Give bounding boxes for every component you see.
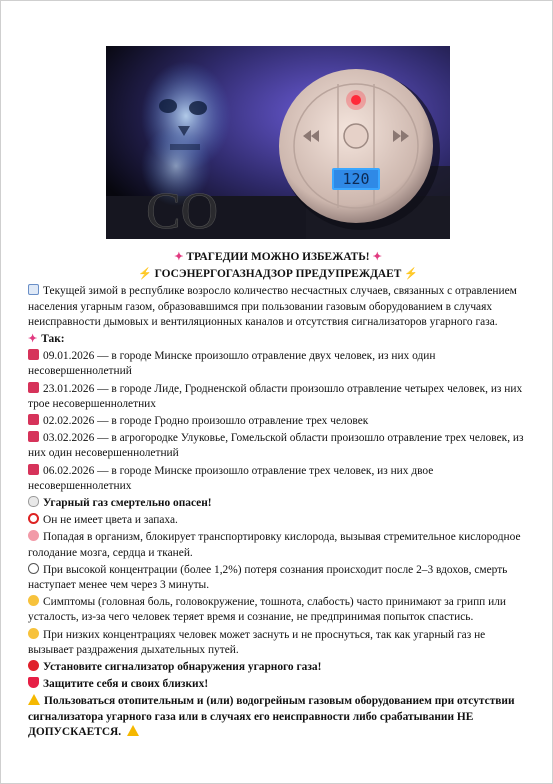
lightning-icon: ⚡: [404, 268, 419, 281]
fact-high-concentration: При высокой концентрации (более 1,2%) потеря сознания происходит после 2–3 вдохов, смерть наступает менее чем через 3 минуты.: [28, 563, 508, 592]
detector-display: 120: [342, 170, 370, 188]
fact-no-color: Он не имеет цвета и запаха.: [28, 513, 528, 528]
lungs-icon: [28, 530, 39, 541]
sleeping-face-icon: [28, 628, 39, 639]
co-detector-illustration: [106, 46, 450, 239]
incident-item: 09.01.2026 — в городе Минске произошло отравление двух человек, из них один несовершеннолетний: [28, 350, 436, 378]
danger-title: Угарный газ смертельно опасен!: [28, 496, 528, 511]
red-square-icon: [28, 349, 39, 360]
warning-text: Пользоваться отопительным и (или) водогрейным газовым оборудованием при отсутствии сигнализатора угарного газа или в случаях его неисправности либо срабатывании НЕ ДОПУСКАЕТСЯ.: [28, 695, 515, 738]
fact-low-concentration: При низких концентрациях человек может заснуть и не проснуться, так как угарный газ не вызывает раздражения дыхательных путей.: [28, 628, 486, 656]
red-circle-icon: [28, 660, 39, 671]
install-call: Установите сигнализатор обнаружения угарного газа!: [28, 660, 528, 675]
fact-symptoms: Симптомы (головная боль, головокружение, тошнота, слабость) часто принимают за грипп или усталость, из-за чего человек теряет время и сознание, не предпринимая попыток спастись.: [28, 596, 506, 624]
calendar-icon: [28, 284, 39, 295]
dizzy-face-icon: [28, 595, 39, 606]
incident-item: 06.02.2026 — в городе Минске произошло отравление трех человек, из них двое несовершеннолетних: [28, 464, 434, 492]
fact-blocks-oxygen: Попадая в организм, блокирует транспортировку кислорода, вызывая стремительное кислородное голодание мозга, сердца и тканей.: [28, 531, 521, 559]
co-text: CO: [146, 183, 219, 239]
party-popper-icon: ✦: [372, 251, 382, 263]
red-square-icon: [28, 382, 39, 393]
protect-call: Защитите себя и своих близких!: [28, 677, 528, 692]
incident-item: 23.01.2026 — в городе Лиде, Гродненской области произошло отравление четырех человек, из них трое несовершеннолетних: [28, 382, 523, 410]
heart-icon: [28, 677, 39, 688]
intro-paragraph: Текущей зимой в республике возросло количество несчастных случаев, связанных с отравлением населения угарным газом, образовавшимся при пользовании газовым оборудованием в случаях неисправности дымовых и вентиляционных каналов и отсутствия сигнализаторов угарного газа.: [28, 285, 517, 328]
stopwatch-icon: [28, 563, 39, 574]
co-detector-photo: [106, 46, 450, 239]
red-square-icon: [28, 431, 39, 442]
headline-1: ✦ ТРАГЕДИИ МОЖНО ИЗБЕЖАТЬ! ✦: [174, 251, 382, 263]
party-popper-icon: ✦: [174, 251, 184, 263]
article-body: [28, 250, 528, 742]
prohibited-icon: [28, 513, 39, 524]
red-square-icon: [28, 414, 39, 425]
skull-icon: [28, 496, 39, 507]
lightning-icon: ⚡: [137, 268, 152, 281]
headline-2: ⚡ ГОСЭНЕРГОГАЗНАДЗОР ПРЕДУПРЕЖДАЕТ ⚡: [137, 268, 419, 281]
warning-icon: [28, 694, 40, 705]
incident-item: 03.02.2026 — в агрогородке Улуковье, Гомельской области произошло отравление трех человек, из них один несовершеннолетний: [28, 432, 524, 460]
red-square-icon: [28, 464, 39, 475]
party-popper-icon: ✦: [28, 333, 38, 346]
warning-icon: [127, 725, 139, 736]
incident-item: 02.02.2026 — в городе Гродно произошло отравление трех человек: [28, 414, 528, 429]
so-label: ✦ Так:: [28, 333, 65, 346]
